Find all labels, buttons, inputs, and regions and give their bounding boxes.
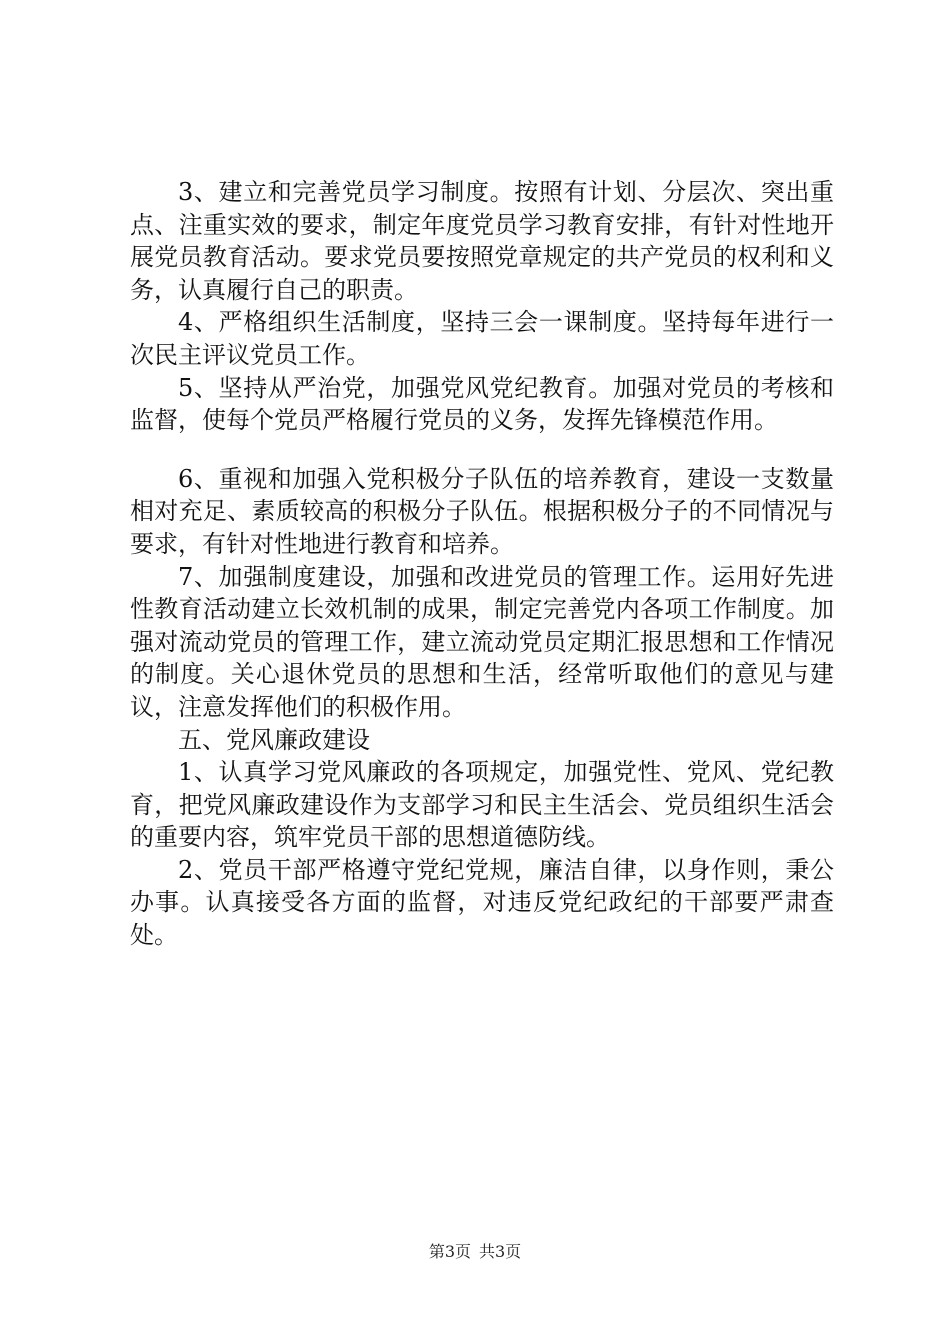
paragraph-spacer bbox=[130, 437, 834, 463]
document-body bbox=[130, 176, 834, 952]
paragraph-item-6: 6、重视和加强入党积极分子队伍的培养教育，建设一支数量相对充足、素质较高的积极分子队伍。根据积极分子的不同情况与要求，有针对性地进行教育和培养。 bbox=[130, 464, 834, 558]
paragraph-item-4: 4、严格组织生活制度，坚持三会一课制度。坚持每年进行一次民主评议党员工作。 bbox=[130, 308, 834, 369]
paragraph-item-2: 2、党员干部严格遵守党纪党规，廉洁自律，以身作则，秉公办事。认真接受各方面的监督，对违反党纪政纪的干部要严肃查处。 bbox=[130, 855, 834, 950]
paragraph-item-5: 5、坚持从严治党，加强党风党纪教育。加强对党员的考核和监督，使每个党员严格履行党员的义务，发挥先锋模范作用。 bbox=[130, 373, 834, 435]
page-footer bbox=[0, 1242, 950, 1262]
paragraph-item-1: 1、认真学习党风廉政的各项规定，加强党性、党风、党纪教育，把党风廉政建设作为支部学习和民主生活会、党员组织生活会的重要内容，筑牢党员干部的思想道德防线。 bbox=[130, 758, 834, 852]
paragraph-item-7: 7、加强制度建设，加强和改进党员的管理工作。运用好先进性教育活动建立长效机制的成果，制定完善党内各项工作制度。加强对流动党员的管理工作，建立流动党员定期汇报思想和工作情况的制度。关心退休党员的思想和生活，经常听取他们的意见与建议，注意发挥他们的积极作用。 bbox=[130, 562, 834, 721]
section-heading: 五、党风廉政建设 bbox=[178, 725, 370, 754]
paragraph-item-3: 3、建立和完善党员学习制度。按照有计划、分层次、突出重点、注重实效的要求，制定年度党员学习教育安排，有针对性地开展党员教育活动。要求党员要按照党章规定的共产党员的权利和义务，认真履行自己的职责。 bbox=[130, 178, 834, 304]
page-number-total: 共3页 bbox=[479, 1242, 522, 1261]
page-number-current: 第3页 bbox=[428, 1242, 471, 1261]
